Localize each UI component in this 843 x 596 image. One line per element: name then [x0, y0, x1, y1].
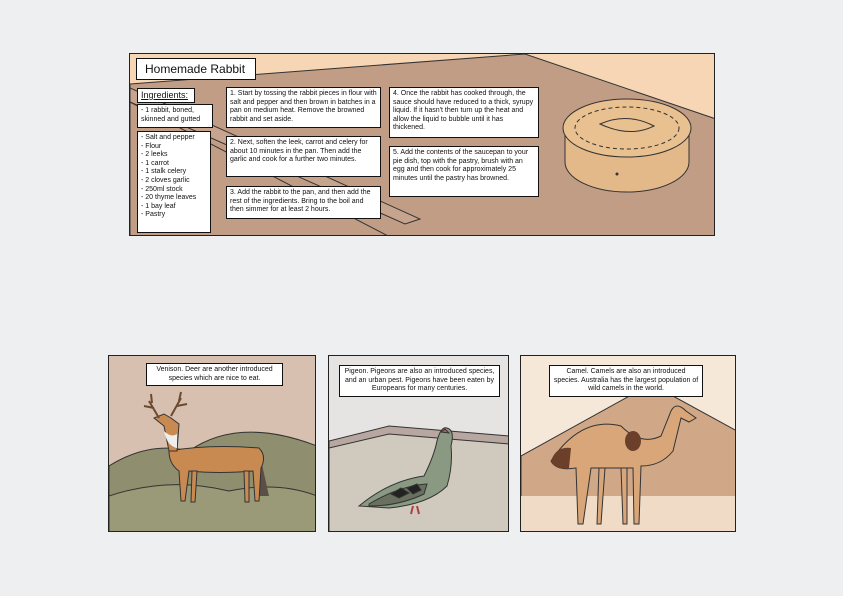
ingredient-item: - Pastry [141, 211, 166, 219]
recipe-panel [129, 53, 715, 236]
step-3: 3. Add the rabbit to the pan, and then add the rest of the ingredients. Bring to the boil and then simmer for at least 2 hours. [226, 186, 381, 219]
step-2: 2. Next, soften the leek, carrot and celery for about 10 minutes in the pan. Then add the garlic and cook for a further two minutes. [226, 136, 381, 177]
venison-caption: Venison. Deer are another introduced species which are nice to eat. [146, 363, 283, 386]
kitchen-table-illustration [130, 54, 715, 236]
ingredient-item: - 20 thyme leaves [141, 194, 197, 202]
ingredients-heading: Ingredients: [137, 88, 195, 103]
pie-illustration [563, 99, 691, 192]
step-1: 1. Start by tossing the rabbit pieces in flour with salt and pepper and then brown in batches in a pan on medium heat. Remove the browned rabbit and set aside. [226, 87, 381, 128]
step-4: 4. Once the rabbit has cooked through, the sauce should have reduced to a thick, syrupy liquid. If it hasn't then turn up the heat and allow the liquid to bubble until it has thickened. [389, 87, 539, 138]
ingredient-item: - 1 carrot [141, 159, 170, 167]
pigeon-panel [328, 355, 509, 532]
recipe-title: Homemade Rabbit [136, 58, 256, 80]
ingredient-item: - Salt and pepper [141, 134, 195, 141]
ingredient-item: - 1 stalk celery [141, 168, 187, 176]
camel-panel [520, 355, 736, 532]
ingredient-item: - 2 cloves garlic [141, 176, 190, 184]
main-ingredient: - 1 rabbit, boned, skinned and gutted [137, 104, 213, 128]
ingredients-list-box [137, 131, 211, 233]
step-5: 5. Add the contents of the saucepan to your pie dish, top with the pastry, brush with an egg and then cook for approximately 25 minutes until the pastry has browned. [389, 146, 539, 197]
ingredients-list [141, 134, 207, 220]
ingredient-item: - 250ml stock [141, 185, 183, 193]
ingredient-item: - 2 leeks [141, 151, 168, 159]
pigeon-caption: Pigeon. Pigeons are also an introduced species, and an urban pest. Pigeons have been eaten by Europeans for many centuries. [339, 365, 500, 397]
ingredient-item: - Flour [141, 142, 162, 150]
camel-caption: Camel. Camels are also an introduced species. Australia has the largest population of wild camels in the world. [549, 365, 703, 397]
venison-panel [108, 355, 316, 532]
ingredient-item: - 1 bay leaf [141, 202, 176, 210]
